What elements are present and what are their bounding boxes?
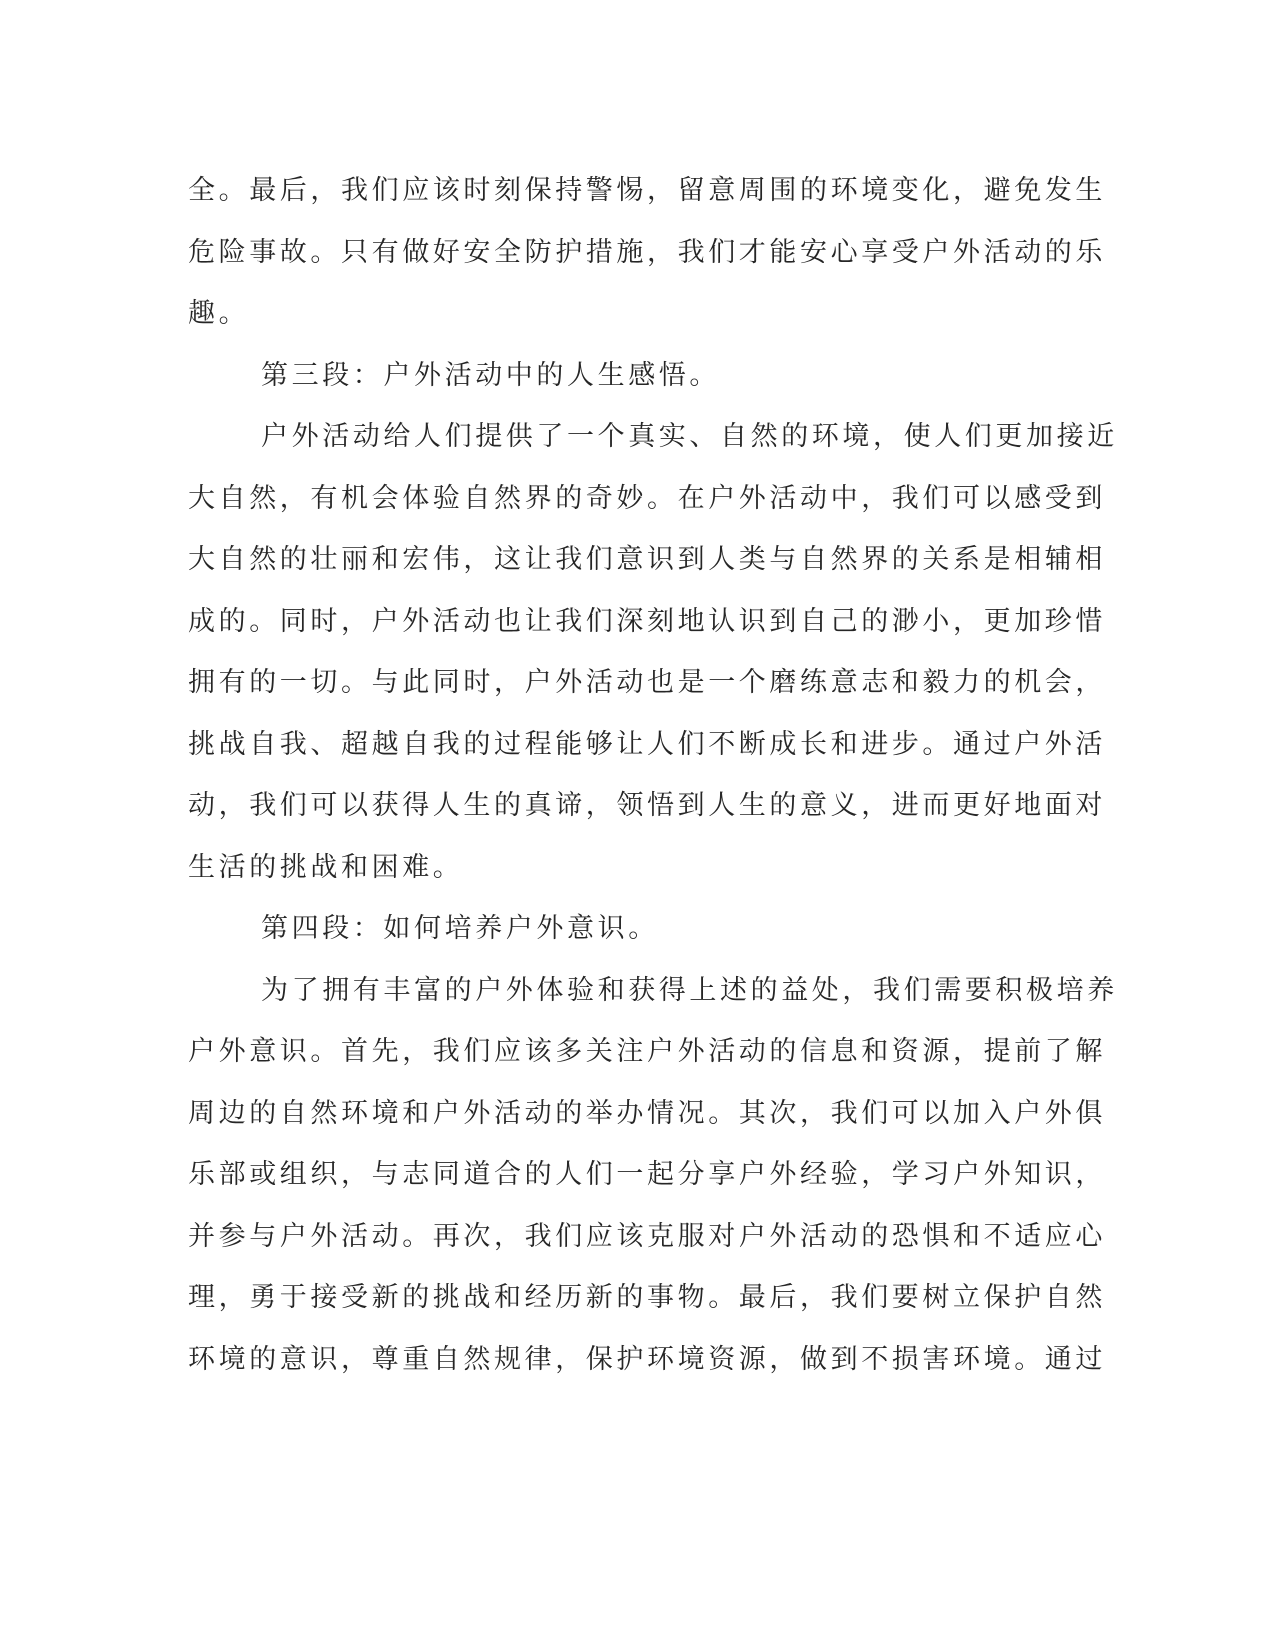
paragraph-line: 生活的挑战和困难。 [188, 851, 464, 883]
paragraph-line: 成的。同时，户外活动也让我们深刻地认识到自己的渺小，更加珍惜 [188, 605, 1106, 637]
section-heading: 第四段：如何培养户外意识。 [261, 913, 659, 944]
paragraph-line: 理，勇于接受新的挑战和经历新的事物。最后，我们要树立保护自然 [188, 1282, 1106, 1313]
paragraph-line: 全。最后，我们应该时刻保持警惕，留意周围的环境变化，避免发生 [188, 175, 1106, 206]
paragraph-line: 大自然的壮丽和宏伟，这让我们意识到人类与自然界的关系是相辅相 [188, 544, 1106, 575]
paragraph-line: 为了拥有丰富的户外体验和获得上述的益处，我们需要积极培养 [261, 974, 1118, 1006]
paragraph-line: 动，我们可以获得人生的真谛，领悟到人生的意义，进而更好地面对 [188, 790, 1106, 821]
paragraph-line: 乐部或组织，与志同道合的人们一起分享户外经验，学习户外知识， [188, 1159, 1106, 1190]
paragraph-line: 周边的自然环境和户外活动的举办情况。其次，我们可以加入户外俱 [188, 1097, 1106, 1129]
document-body [188, 160, 1118, 1390]
paragraph-line: 趣。 [188, 298, 250, 329]
paragraph-line: 挑战自我、超越自我的过程能够让人们不断成长和进步。通过户外活 [188, 728, 1106, 760]
section-heading: 第三段：户外活动中的人生感悟。 [261, 359, 720, 391]
paragraph-line: 户外活动给人们提供了一个真实、自然的环境，使人们更加接近 [261, 421, 1118, 452]
paragraph-line: 并参与户外活动。再次，我们应该克服对户外活动的恐惧和不适应心 [188, 1220, 1106, 1252]
paragraph-line: 户外意识。首先，我们应该多关注户外活动的信息和资源，提前了解 [188, 1036, 1106, 1067]
paragraph-line: 拥有的一切。与此同时，户外活动也是一个磨练意志和毅力的机会， [188, 667, 1106, 698]
paragraph-line: 危险事故。只有做好安全防护措施，我们才能安心享受户外活动的乐 [188, 236, 1106, 268]
paragraph-line: 环境的意识，尊重自然规律，保护环境资源，做到不损害环境。通过 [188, 1343, 1106, 1375]
paragraph-line: 大自然，有机会体验自然界的奇妙。在户外活动中，我们可以感受到 [188, 482, 1106, 514]
